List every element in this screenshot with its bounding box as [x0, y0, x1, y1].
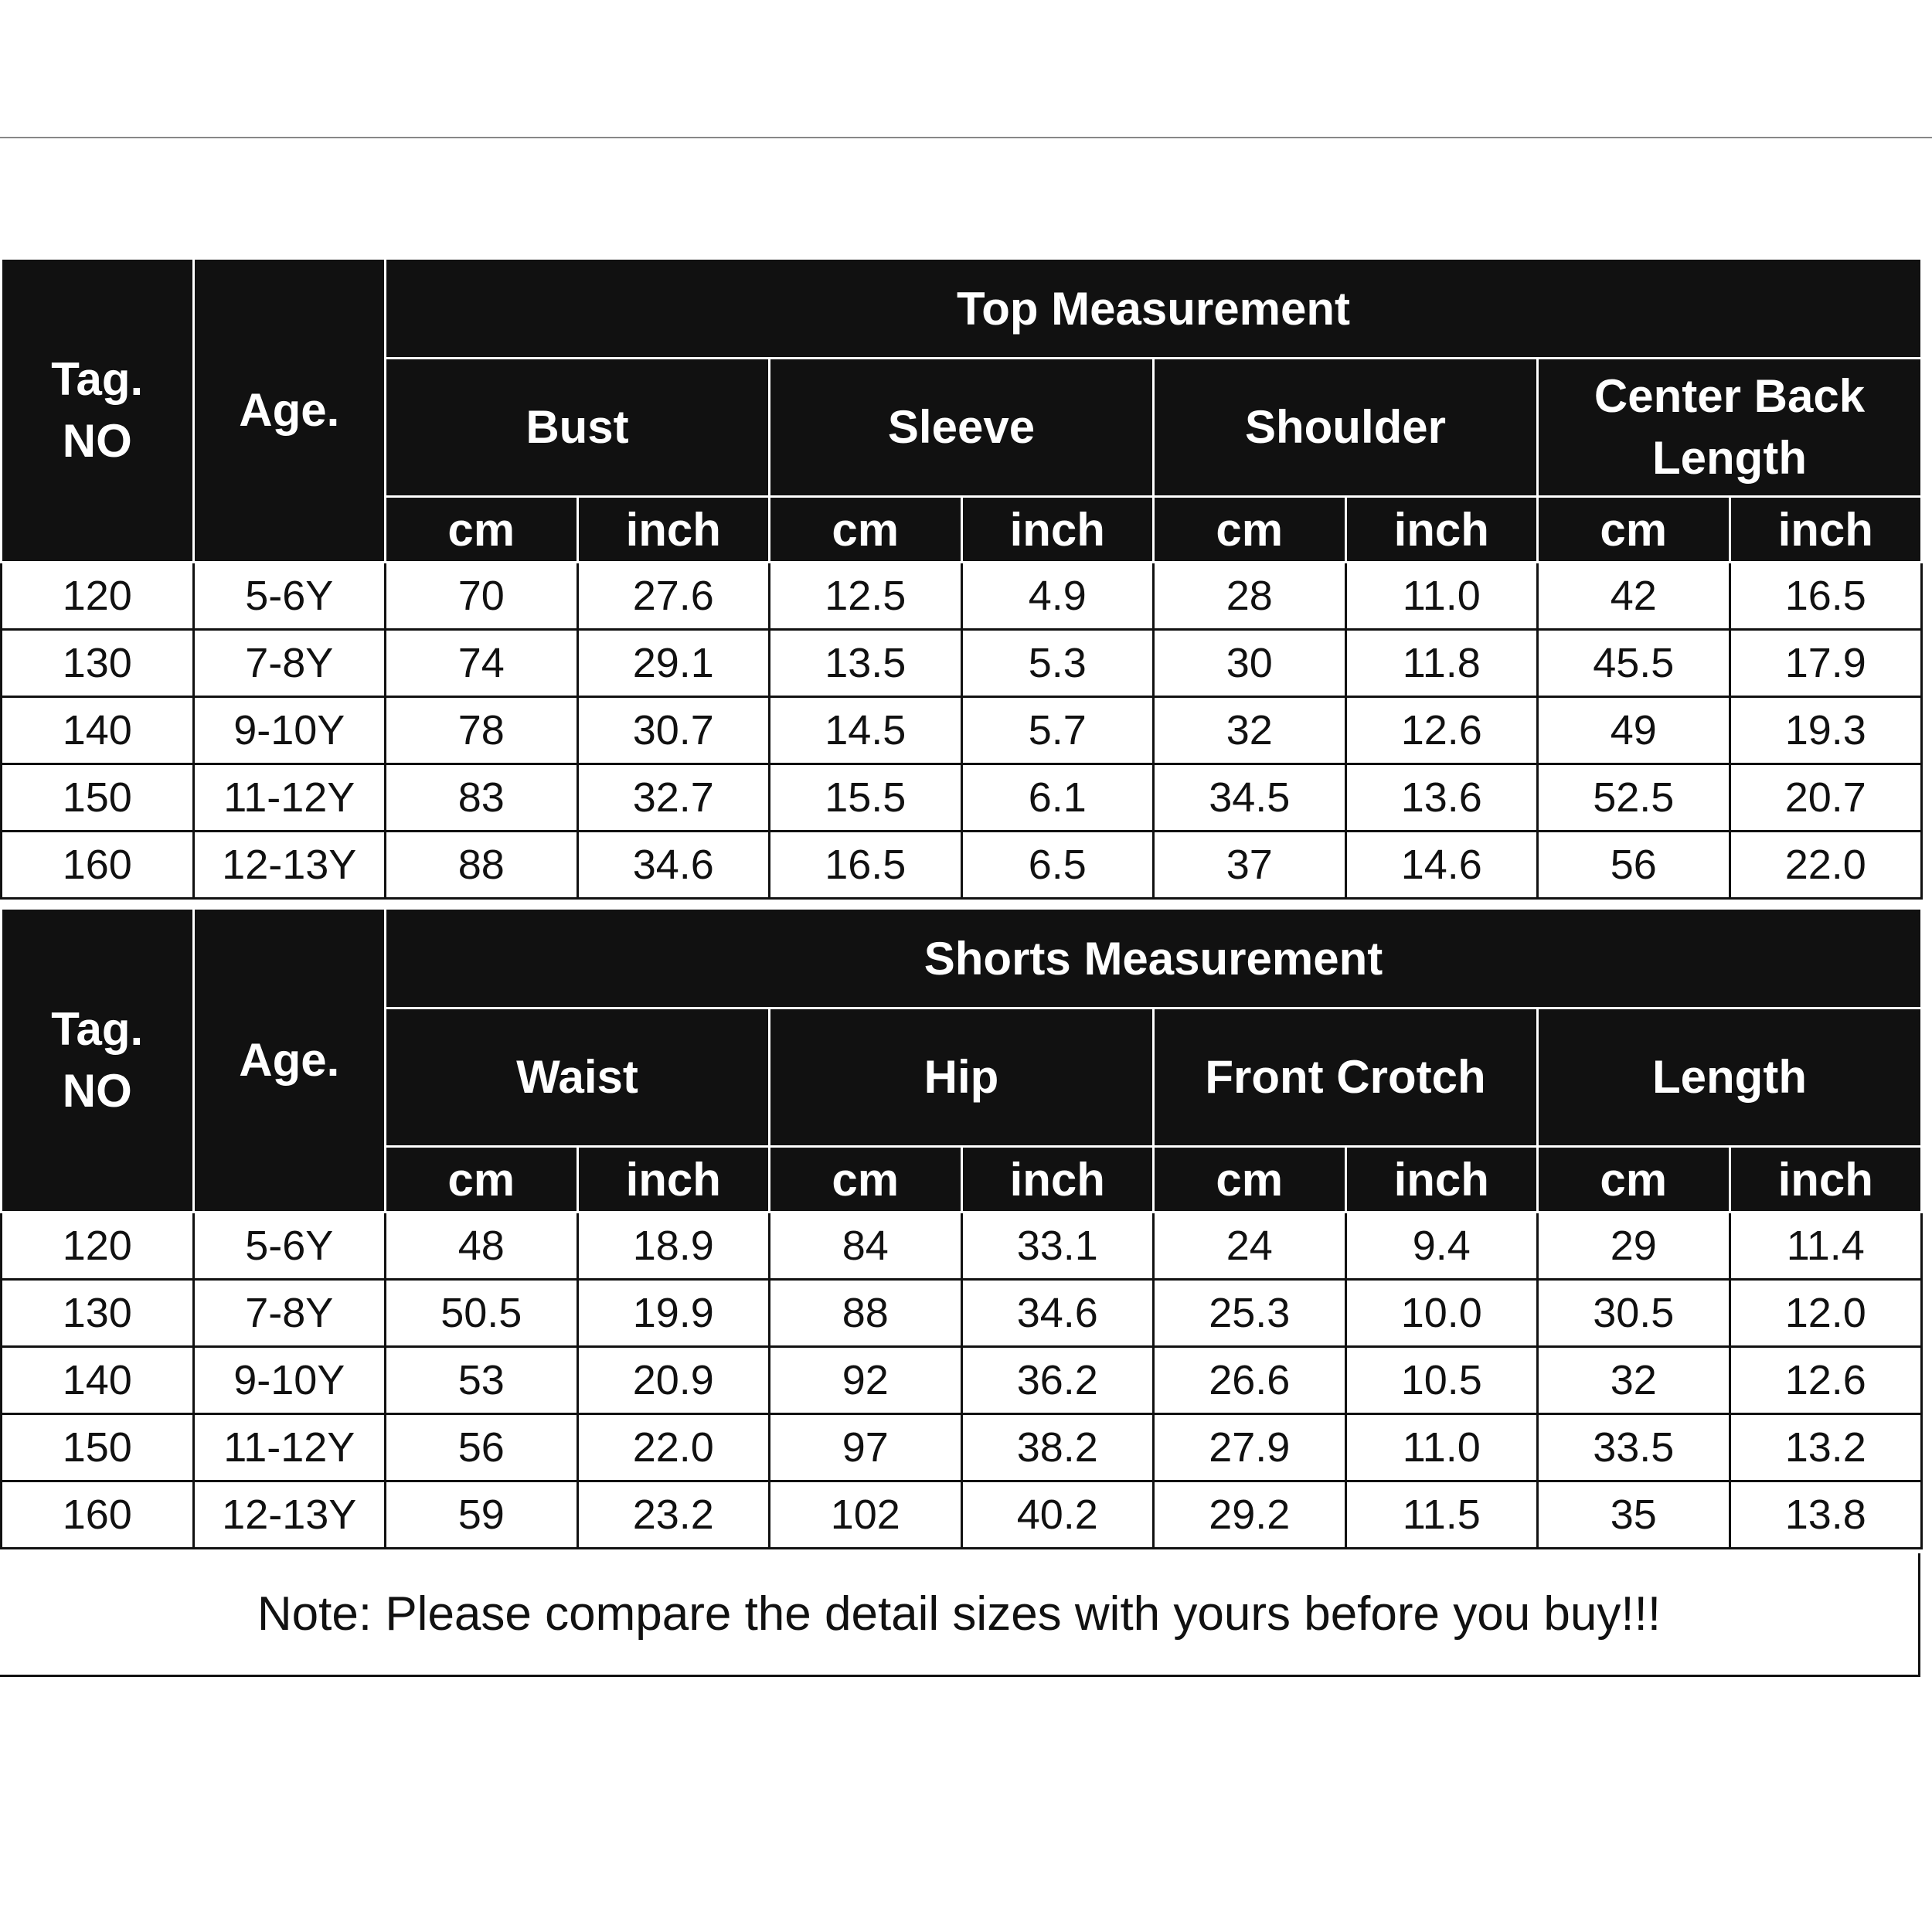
table-cell: 15.5: [770, 764, 962, 832]
table-cell: 12-13Y: [193, 832, 386, 899]
table-cell: 29.2: [1154, 1481, 1346, 1549]
table-cell: 13.8: [1730, 1481, 1922, 1549]
table-cell: 5-6Y: [193, 563, 386, 630]
table-cell: 40.2: [961, 1481, 1154, 1549]
unit-header: inch: [577, 497, 770, 563]
table-cell: 140: [2, 697, 194, 764]
table-cell: 88: [386, 832, 578, 899]
unit-header: inch: [961, 497, 1154, 563]
table-row: [2, 764, 1922, 832]
measure-group-label: Center Back Length: [1594, 370, 1866, 484]
table-row: [2, 1481, 1922, 1549]
table-cell: 12.6: [1345, 697, 1538, 764]
table-cell: 11-12Y: [193, 764, 386, 832]
table-cell: 9-10Y: [193, 1347, 386, 1414]
table-cell: 19.9: [577, 1280, 770, 1347]
table-cell: 11.5: [1345, 1481, 1538, 1549]
table-cell: 34.6: [961, 1280, 1154, 1347]
unit-header: cm: [1154, 1147, 1346, 1213]
measure-group-header: [1154, 1009, 1538, 1147]
tag-no-header: [2, 259, 194, 563]
measure-group-header: [386, 1009, 770, 1147]
tag-no-header: [2, 909, 194, 1213]
table-cell: 7-8Y: [193, 630, 386, 697]
table-cell: 32.7: [577, 764, 770, 832]
table-cell: 42: [1538, 563, 1730, 630]
unit-header: cm: [386, 497, 578, 563]
top-divider-line: [0, 137, 1932, 138]
table-cell: 92: [770, 1347, 962, 1414]
table-cell: 120: [2, 563, 194, 630]
table-cell: 120: [2, 1213, 194, 1280]
table-cell: 83: [386, 764, 578, 832]
table-cell: 12.6: [1730, 1347, 1922, 1414]
measure-group-header: [1154, 359, 1538, 497]
table-cell: 28: [1154, 563, 1346, 630]
table-cell: 5-6Y: [193, 1213, 386, 1280]
table-cell: 12.5: [770, 563, 962, 630]
unit-header: cm: [386, 1147, 578, 1213]
table-cell: 16.5: [770, 832, 962, 899]
table-cell: 97: [770, 1414, 962, 1481]
table-cell: 30.5: [1538, 1280, 1730, 1347]
table-cell: 22.0: [1730, 832, 1922, 899]
table-cell: 56: [386, 1414, 578, 1481]
table-cell: 32: [1154, 697, 1346, 764]
measure-group-header: [770, 359, 1154, 497]
table-cell: 33.1: [961, 1213, 1154, 1280]
table-cell: 13.5: [770, 630, 962, 697]
table-cell: 150: [2, 764, 194, 832]
table-cell: 13.6: [1345, 764, 1538, 832]
table-cell: 56: [1538, 832, 1730, 899]
table-cell: 32: [1538, 1347, 1730, 1414]
unit-header: cm: [1154, 497, 1346, 563]
table-cell: 20.7: [1730, 764, 1922, 832]
measure-group-header: [1538, 1009, 1922, 1147]
table-cell: 52.5: [1538, 764, 1730, 832]
table-cell: 11.0: [1345, 1414, 1538, 1481]
table-cell: 11.8: [1345, 630, 1538, 697]
table-cell: 9.4: [1345, 1213, 1538, 1280]
unit-header: inch: [1730, 497, 1922, 563]
table-cell: 12.0: [1730, 1280, 1922, 1347]
unit-header: cm: [770, 1147, 962, 1213]
table-cell: 35: [1538, 1481, 1730, 1549]
table-cell: 45.5: [1538, 630, 1730, 697]
tag-no-header-label: Tag. NO: [51, 353, 144, 467]
unit-header: inch: [961, 1147, 1154, 1213]
table-cell: 29: [1538, 1213, 1730, 1280]
unit-header: cm: [1538, 497, 1730, 563]
table-row: [2, 563, 1922, 630]
table-cell: 88: [770, 1280, 962, 1347]
table-cell: 27.6: [577, 563, 770, 630]
table-row: [2, 1347, 1922, 1414]
table-cell: 30.7: [577, 697, 770, 764]
table-cell: 25.3: [1154, 1280, 1346, 1347]
table-cell: 160: [2, 1481, 194, 1549]
table-cell: 50.5: [386, 1280, 578, 1347]
table-cell: 53: [386, 1347, 578, 1414]
table-cell: 33.5: [1538, 1414, 1730, 1481]
table-cell: 14.5: [770, 697, 962, 764]
table-row: [2, 1280, 1922, 1347]
table-cell: 5.7: [961, 697, 1154, 764]
table-cell: 12-13Y: [193, 1481, 386, 1549]
table-cell: 9-10Y: [193, 697, 386, 764]
table-row: [2, 630, 1922, 697]
table-cell: 48: [386, 1213, 578, 1280]
table-cell: 11-12Y: [193, 1414, 386, 1481]
table-cell: 4.9: [961, 563, 1154, 630]
table-row: [2, 697, 1922, 764]
measure-group-label: Length: [1652, 1051, 1807, 1103]
table-cell: 34.6: [577, 832, 770, 899]
table-cell: 5.3: [961, 630, 1154, 697]
unit-header: cm: [1538, 1147, 1730, 1213]
measure-group-label: Front Crotch: [1205, 1051, 1486, 1103]
size-note: Note: Please compare the detail sizes with yours before you buy!!!: [0, 1553, 1920, 1677]
table-row: [2, 832, 1922, 899]
shorts-measurement-table: [0, 907, 1923, 1549]
measure-group-label: Bust: [526, 401, 629, 453]
table-cell: 49: [1538, 697, 1730, 764]
table-cell: 36.2: [961, 1347, 1154, 1414]
table-cell: 20.9: [577, 1347, 770, 1414]
measure-group-label: Sleeve: [887, 401, 1036, 453]
table-cell: 29.1: [577, 630, 770, 697]
age-header: [193, 259, 386, 563]
table-cell: 17.9: [1730, 630, 1922, 697]
unit-header: inch: [1730, 1147, 1922, 1213]
table-cell: 11.4: [1730, 1213, 1922, 1280]
table-cell: 10.0: [1345, 1280, 1538, 1347]
table-cell: 6.5: [961, 832, 1154, 899]
table-cell: 19.3: [1730, 697, 1922, 764]
unit-header: inch: [1345, 497, 1538, 563]
table-cell: 102: [770, 1481, 962, 1549]
shorts-measurement-title: Shorts Measurement: [386, 909, 1922, 1009]
measure-group-label: Shoulder: [1244, 401, 1446, 453]
table-cell: 140: [2, 1347, 194, 1414]
unit-header: inch: [577, 1147, 770, 1213]
table-cell: 150: [2, 1414, 194, 1481]
table-cell: 18.9: [577, 1213, 770, 1280]
measure-group-header: [386, 359, 770, 497]
table-cell: 37: [1154, 832, 1346, 899]
table-cell: 16.5: [1730, 563, 1922, 630]
table-cell: 14.6: [1345, 832, 1538, 899]
top-measurement-table: [0, 257, 1923, 900]
table-row: [2, 1213, 1922, 1280]
table-cell: 84: [770, 1213, 962, 1280]
table-cell: 24: [1154, 1213, 1346, 1280]
measure-group-label: Waist: [516, 1051, 638, 1103]
table-cell: 13.2: [1730, 1414, 1922, 1481]
table-cell: 160: [2, 832, 194, 899]
table-cell: 38.2: [961, 1414, 1154, 1481]
table-cell: 6.1: [961, 764, 1154, 832]
table-cell: 70: [386, 563, 578, 630]
table-cell: 23.2: [577, 1481, 770, 1549]
measure-group-header: [1538, 359, 1922, 497]
table-cell: 26.6: [1154, 1347, 1346, 1414]
shorts-header-title-row: [2, 909, 1922, 1009]
table-cell: 74: [386, 630, 578, 697]
table-cell: 78: [386, 697, 578, 764]
table-cell: 130: [2, 1280, 194, 1347]
top-header-title-row: [2, 259, 1922, 359]
age-header-label: Age.: [239, 384, 340, 436]
table-cell: 34.5: [1154, 764, 1346, 832]
unit-header: cm: [770, 497, 962, 563]
table-cell: 7-8Y: [193, 1280, 386, 1347]
measure-group-header: [770, 1009, 1154, 1147]
table-cell: 11.0: [1345, 563, 1538, 630]
measure-group-label: Hip: [923, 1051, 999, 1103]
table-cell: 22.0: [577, 1414, 770, 1481]
table-row: [2, 1414, 1922, 1481]
age-header-label: Age.: [239, 1034, 340, 1086]
top-measurement-title: Top Measurement: [386, 259, 1922, 359]
table-cell: 27.9: [1154, 1414, 1346, 1481]
table-cell: 10.5: [1345, 1347, 1538, 1414]
table-cell: 59: [386, 1481, 578, 1549]
table-cell: 30: [1154, 630, 1346, 697]
unit-header: inch: [1345, 1147, 1538, 1213]
table-cell: 130: [2, 630, 194, 697]
age-header: [193, 909, 386, 1213]
tag-no-header-label: Tag. NO: [51, 1003, 144, 1117]
